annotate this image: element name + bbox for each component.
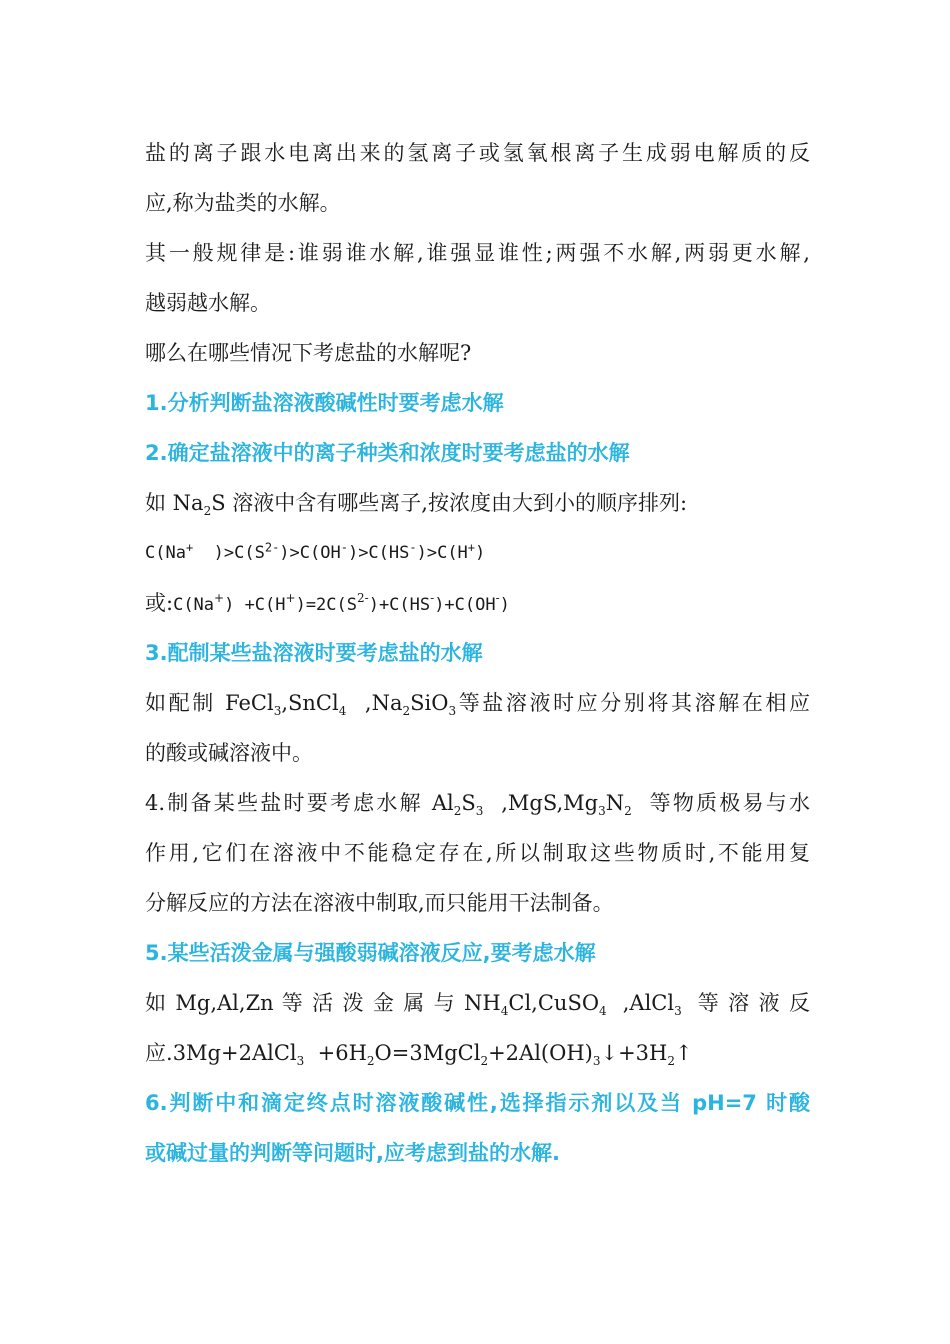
paragraph-line: 其一般规律是:谁弱谁水解,谁强显谁性;两强不水解,两弱更水解, [145, 241, 810, 265]
section-heading-6-continued: 或碱过量的判断等问题时,应考虑到盐的水解. [145, 1141, 560, 1165]
metals-line: 如 Mg,Al,Zn 等 活 泼 金 属 与 $NH_4Cl,CuSO_4$ ,AlCl$_3$ 等 溶 液 反 [145, 991, 810, 1019]
paragraph-line: 分解反应的方法在溶液中制取,而只能用干法制备。 [145, 891, 614, 915]
paragraph-line: 越弱越水解。 [145, 291, 271, 315]
equation-line: 应.3Mg+2AlCl$_3$ $+6H_2O=3MgCl_2+2Al(OH)_3↓+3H_2↑$ [145, 1041, 693, 1069]
section-heading-2: 2.确定盐溶液中的离子种类和浓度时要考虑盐的水解 [145, 441, 630, 465]
section-heading-5: 5.某些活泼金属与强酸弱碱溶液反应,要考虑水解 [145, 941, 596, 965]
section-heading-1: 1.分析判断盐溶液酸碱性时要考虑水解 [145, 391, 504, 415]
document-body [145, 128, 810, 1178]
paragraph-line: 的酸或碱溶液中。 [145, 741, 313, 765]
paragraph-line: 作用,它们在溶液中不能稳定存在,所以制取这些物质时,不能用复 [145, 841, 810, 865]
concentration-order-line: C(Na+ )$>C(S^{2-})>C(OH^-)>C(HS^-)>C(H^+)$ [145, 540, 486, 563]
charge-balance-line: 或:C(Na+) $+C(H^+)=2C(S^{2-})+C(HS^-)+C(OH^-)$ [145, 591, 510, 615]
na2s-question-line: 如 $Na_2S$ 溶液中含有哪些离子,按浓度由大到小的顺序排列: [145, 491, 688, 519]
section-heading-6: 6.判断中和滴定终点时溶液酸碱性,选择指示剂以及当 pH=7 时酸 [145, 1091, 810, 1115]
preparation-line: 如配制 FeCl$_3$,SnCl$_4$ $,Na_2SiO_3$等盐溶液时应分别将其溶解在相应 [145, 691, 810, 719]
item-4-line: 4.制备某些盐时要考虑水解 $Al_2S_3$ $,MgS,Mg_3N_2$ 等物质极易与水 [145, 791, 810, 819]
section-heading-3: 3.配制某些盐溶液时要考虑盐的水解 [145, 641, 483, 665]
paragraph-line: 盐的离子跟水电离出来的氢离子或氢氧根离子生成弱电解质的反 [145, 141, 810, 165]
paragraph-line: 应,称为盐类的水解。 [145, 191, 341, 215]
paragraph-line: 哪么在哪些情况下考虑盐的水解呢? [145, 341, 472, 365]
